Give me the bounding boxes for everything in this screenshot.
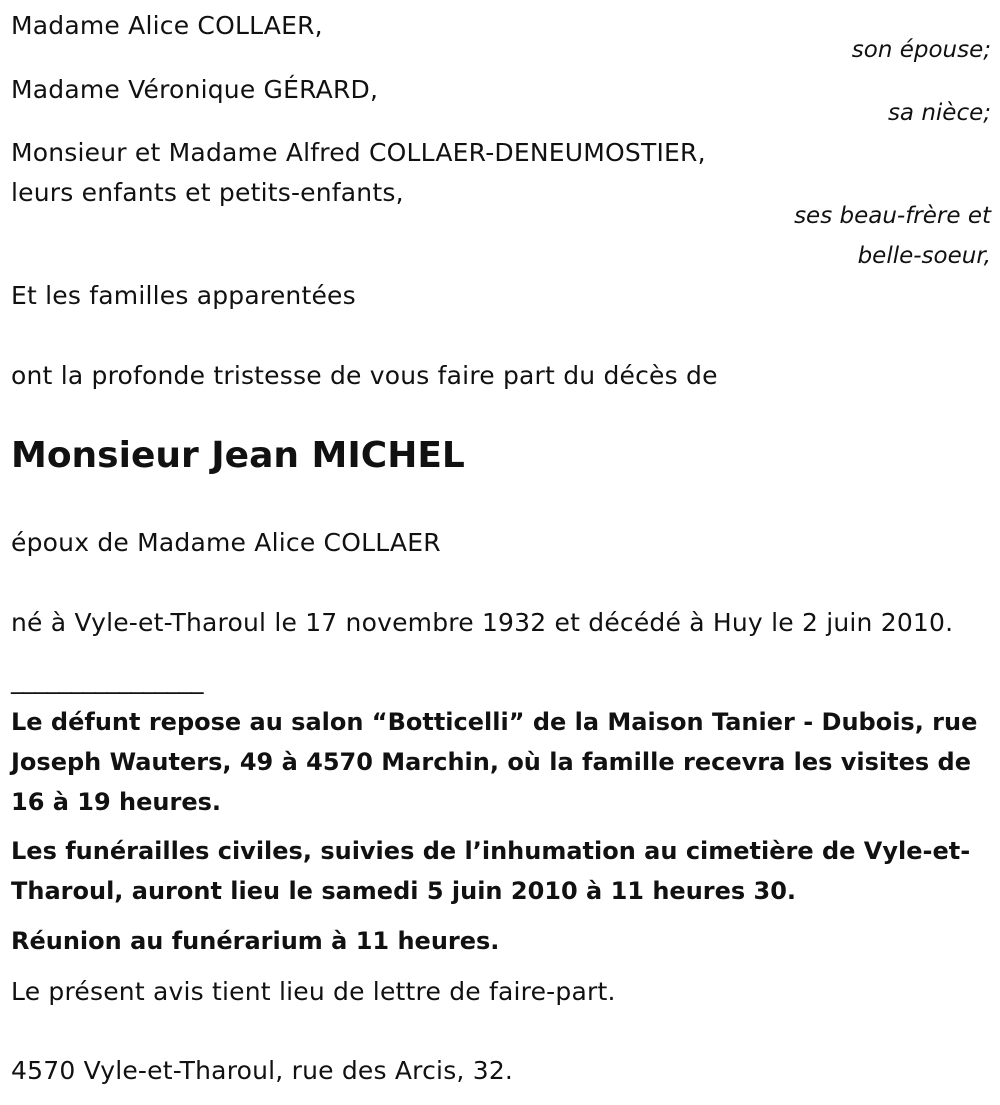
family-member-niece: Madame Véronique GÉRARD, — [11, 75, 379, 104]
relation-niece: sa nièce; — [887, 100, 991, 126]
relation-in-laws-line2: belle-soeur, — [857, 243, 991, 269]
address-line: 4570 Vyle-et-Tharoul, rue des Arcis, 32. — [11, 1056, 514, 1085]
repose-details: Le défunt repose au salon “Botticelli” de la Maison Tanier - Dubois, rue Joseph Wauters, 49 à 4570 Marchin, où la famille recevra les visites de 16 à 19 heures. — [11, 708, 978, 816]
birth-death-line: né à Vyle-et-Tharoul le 17 novembre 1932 et décédé à Huy le 2 juin 2010. — [11, 608, 954, 637]
deceased-name: Monsieur Jean MICHEL — [11, 435, 465, 476]
reunion-details: Réunion au funérarium à 11 heures. — [11, 927, 500, 955]
relation-spouse: son épouse; — [851, 37, 991, 63]
family-member-spouse: Madame Alice COLLAER, — [11, 11, 323, 40]
family-member-in-laws: Monsieur et Madame Alfred COLLAER-DENEUMOSTIER, — [11, 138, 706, 167]
announcement: ont la profonde tristesse de vous faire part du décès de — [11, 361, 718, 390]
spouse-line: époux de Madame Alice COLLAER — [11, 528, 441, 557]
family-member-children: leurs enfants et petits-enfants, — [11, 178, 404, 207]
notice-line: Le présent avis tient lieu de lettre de faire-part. — [11, 977, 616, 1006]
relation-in-laws-line1: ses beau-frère et — [794, 203, 991, 229]
separator: ________________ — [11, 665, 203, 694]
families-line: Et les familles apparentées — [11, 281, 356, 310]
funeral-details: Les funérailles civiles, suivies de l’inhumation au cimetière de Vyle-et-Tharoul, auront lieu le samedi 5 juin 2010 à 11 heures 30. — [11, 837, 971, 905]
